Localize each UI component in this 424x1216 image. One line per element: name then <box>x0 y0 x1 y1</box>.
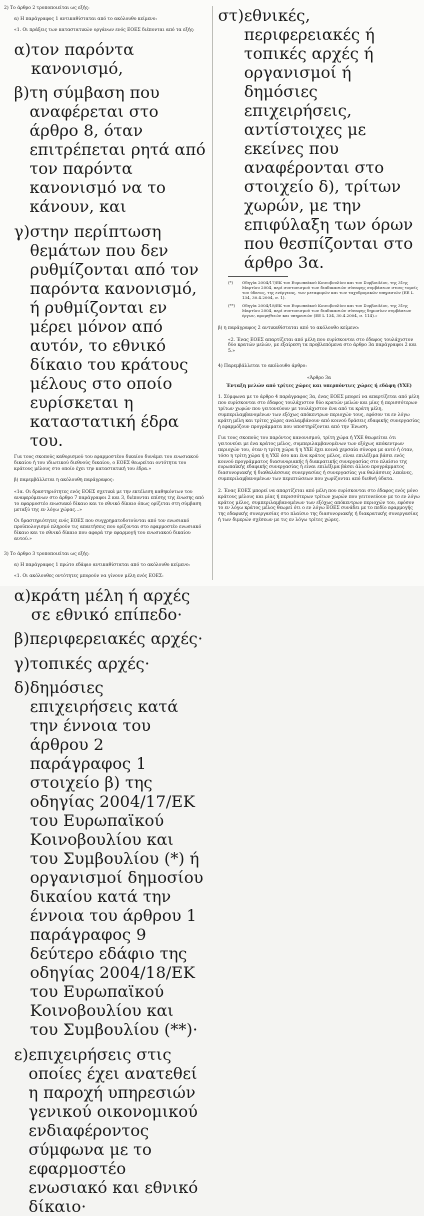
point-3b-intro: β) η παράγραφος 2 αντικαθίσταται από το ακόλουθο κείμενο: <box>218 326 360 332</box>
article-title: Ένταξη μελών από τρίτες χώρες και υπερπόντιες χώρες ή εδάφη (ΥΧΕ) <box>226 383 412 389</box>
article-paragraph-1: 1. Σύμφωνα με το άρθρο 4 παράγραφος 3α, ένας ΕΟΕΣ μπορεί να απαρτίζεται από μέλη που ευρίσκονται στο έδαφος τουλάχιστον δύο κρατών μελών και μίας ή περισσότερων τρίτων χωρών που γειτονεύουν με τουλάχιστον ένα από τα κράτη μέλη, συμπεριλαμβανομένων των εξόχως απόκεντρων περιοχών τους, εφόσον τα εν λόγω κράτη μέλη και τρίτες χώρες αναλαμβάνουν από κοινού δράσεις εδαφικής συνεργασίας ή εφαρμόζουν προγράμματα που υποστηρίζονται από την Ένωση. <box>218 395 420 430</box>
point-3-intro: 3) Το άρθρο 3 τροποποιείται ως εξής: <box>4 551 90 557</box>
left-column <box>4 0 210 1216</box>
list-item: ε) επιχειρήσεις στις οποίες έχει ανατεθεί η παροχή υπηρεσιών γενικού οικονομικού ενδιαφέροντος σύμφωνα με το εφαρμοστέο ενωσιακό και εθνικό δίκαιο· <box>14 1044 199 1216</box>
right-column <box>216 0 420 586</box>
article-paragraph-1b: Για τους σκοπούς του παρόντος κανονισμού, τρίτη χώρα ή ΥΧΕ θεωρείται ότι γειτονεύει με ένα κράτος μέλος, συμπεριλαμβανομένων των εξόχως απόκεντρων περιοχών του, όταν η τρίτη χώρα ή η ΥΧΕ έχει κοινά χερσαία σύνορα με αυτό ή όταν, τόσο η τρίτη χώρα ή η ΥΧΕ όσο και ένα κράτος μέλος, είναι επιλέξιμα βάσει ενός κοινού προγράμματος διασυνοριακής ή διακρατικής συνεργασίας στο πλαίσιο της ευρωπαϊκής εδαφικής συνεργασίας ή είναι επιλέξιμα βάσει άλλου προγράμματος διασυνοριακής ή διαθαλάσσιας συνεργασίας ή συνεργασίας για θαλάσσιες λεκάνες, συμπεριλαμβανομένων των περιπτώσεων που χωρίζονται από διεθνή ύδατα. <box>218 435 414 483</box>
list-item: γ) τοπικές αρχές· <box>14 653 150 673</box>
list-item: β) τη σύμβαση που αναφέρεται στο άρθρο 8, όταν επιτρέπεται ρητά από τον παρόντα κανονισμό να το κάνουν, και <box>14 83 206 217</box>
column-divider <box>212 6 213 580</box>
list-item: στ) εθνικές, περιφερειακές ή τοπικές αρχές ή οργανισμοί ή δημόσιες επιχειρήσεις, αντίστοιχες με εκείνες που αναφέρονται στο στοιχείο δ), τρίτων χωρών, με την επιφύλαξη των όρων που θεσπίζονται στο άρθρο 3α. <box>218 5 414 272</box>
list-item: δ) δημόσιες επιχειρήσεις κατά την έννοια του άρθρου 2 παράγραφος 1 στοιχείο β) της οδηγίας 2004/17/ΕΚ του Ευρωπαϊκού Κοινοβουλίου και του Συμβουλίου (*) ή οργανισμοί δημοσίου δικαίου κατά την έννοια του άρθρου 1 παράγραφος 9 δεύτερο εδάφιο της οδηγίας 2004/18/ΕΚ του Ευρωπαϊκού Κοινοβουλίου και του Συμβουλίου (**)· <box>14 678 204 1040</box>
point-2b-intro: β) παρεμβάλλεται η ακόλουθη παράγραφος: <box>14 478 114 484</box>
point-2b-quote-2: Οι δραστηριότητες ενός ΕΟΕΣ που συγχρηματοδοτούνται από τον ενωσιακό προϋπολογισμό πληρούν τις απαιτήσεις που ορίζονται στο εφαρμοστέο ενωσιακό δίκαιο και το εθνικό δίκαιο που αφορά την εφαρμογή του ενωσιακού δικαίου αυτού.» <box>14 518 202 542</box>
point-3a-intro: α) Η παράγραφος 1 πρώτο εδάφιο αντικαθίσταται από το ακόλουθο κείμενο: <box>14 563 191 568</box>
list-item: α) κράτη μέλη ή αρχές σε εθνικό επίπεδο· <box>14 585 191 624</box>
point-3a-quote: «1. Οι ακόλουθες οντότητες μπορούν να γίνουν μέλη ενός ΕΟΕΣ: <box>14 574 164 580</box>
article-number: «Άρθρο 3α <box>306 375 332 381</box>
list-item: α) τον παρόντα κανονισμό, <box>14 39 135 78</box>
footnote-rule <box>228 276 288 277</box>
footnote: (**) Οδηγία 2004/18/ΕΚ του Ευρωπαϊκού Κοινοβουλίου και του Συμβουλίου, της 31ης Μαρτίου 2004, περί συντονισμού των διαδικασιών σύναψης δημοσίων συμβάσεων έργων, προμηθειών και υπηρεσιών (ΕΕ L 134, 30.4.2004, σ. 114).» <box>228 302 412 319</box>
footnote: (*) Οδηγία 2004/17/ΕΚ του Ευρωπαϊκού Κοινοβουλίου και του Συμβουλίου, της 31ης Μαρτίου 2004, περί συντονισμού των διαδικασιών σύναψης συμβάσεων στους τομείς του ύδατος, της ενέργειας, των μεταφορών και των ταχυδρομικών υπηρεσιών (ΕΕ L 134, 30.4.2004, σ. 1). <box>228 279 418 300</box>
list-item: β) περιφερειακές αρχές· <box>14 629 203 649</box>
point-3b-quote: «2. Ένας ΕΟΕΣ απαρτίζεται από μέλη που ευρίσκονται στο έδαφος τουλάχιστον δύο κρατών μελών, με εξαίρεση τα προβλεπόμενα στο άρθρο 3α παράγραφοι 2 και 5.» <box>228 337 417 355</box>
list-item: γ) στην περίπτωση θεμάτων που δεν ρυθμίζονται από τον παρόντα κανονισμό, ή ρυθμίζονται εν μέρει μόνον από αυτόν, το εθνικό δίκαιο του κράτους μέλους στο οποίο ευρίσκεται η καταστατική έδρα του. <box>14 221 199 450</box>
paragraph: Για τους σκοπούς καθορισμού του εφαρμοστέου δικαίου δυνάμει του ενωσιακού δικαίου ή του ιδιωτικού διεθνούς δικαίου, ο ΕΟΕΣ θεωρείται οντότητα του κράτους μέλους στο οποίο έχει την καταστατική του έδρα.» <box>14 455 199 473</box>
point-4-intro: 4) Παρεμβάλλεται το ακόλουθο άρθρο: <box>218 364 307 370</box>
point-2-intro: 2) Το άρθρο 2 τροποποιείται ως εξής: <box>4 5 90 11</box>
point-2a-quote: «1. Οι πράξεις των καταστατικών οργάνων ενός ΕΟΕΣ διέπονται από τα εξής: <box>14 28 195 34</box>
article-paragraph-2: 2. Ένας ΕΟΕΣ μπορεί να απαρτίζεται από μέλη που ευρίσκονται στο έδαφος ενός μόνο κράτους μέλους και μίας ή περισσότερων τρίτων χωρών που γειτονεύουν με το εν λόγω κράτος μέλος, συμπεριλαμβανομένων των εξόχως απόκεντρων περιοχών του, εφόσον το εν λόγω κράτος μέλος θεωρεί ότι ο εν λόγω ΕΟΕΣ συνάδει με το πεδίο εφαρμογής της εδαφικής συνεργασίας στο πλαίσιο της διασυνοριακής ή διακρατικής συνεργασίας ή των διμερών σχέσεων με τις εν λόγω τρίτες χώρες. <box>218 488 420 524</box>
point-2a-intro: α) Η παράγραφος 1 αντικαθίσταται από το ακόλουθο κείμενο: <box>14 16 158 22</box>
point-2b-quote-1: «1α. Οι δραστηριότητες ενός ΕΟΕΣ σχετικά με την εκτέλεση καθηκόντων του αναφερόμενων στο άρθρο 7 παράγραφοι 2 και 3, διέπονται επίσης της ένωσης από το εφαρμοστέο ενωσιακό δίκαιο και το εθνικό δίκαιο όπως ορίζεται στη σύμβαση μεταξύ της εν λόγω χώρας...» <box>14 489 204 513</box>
